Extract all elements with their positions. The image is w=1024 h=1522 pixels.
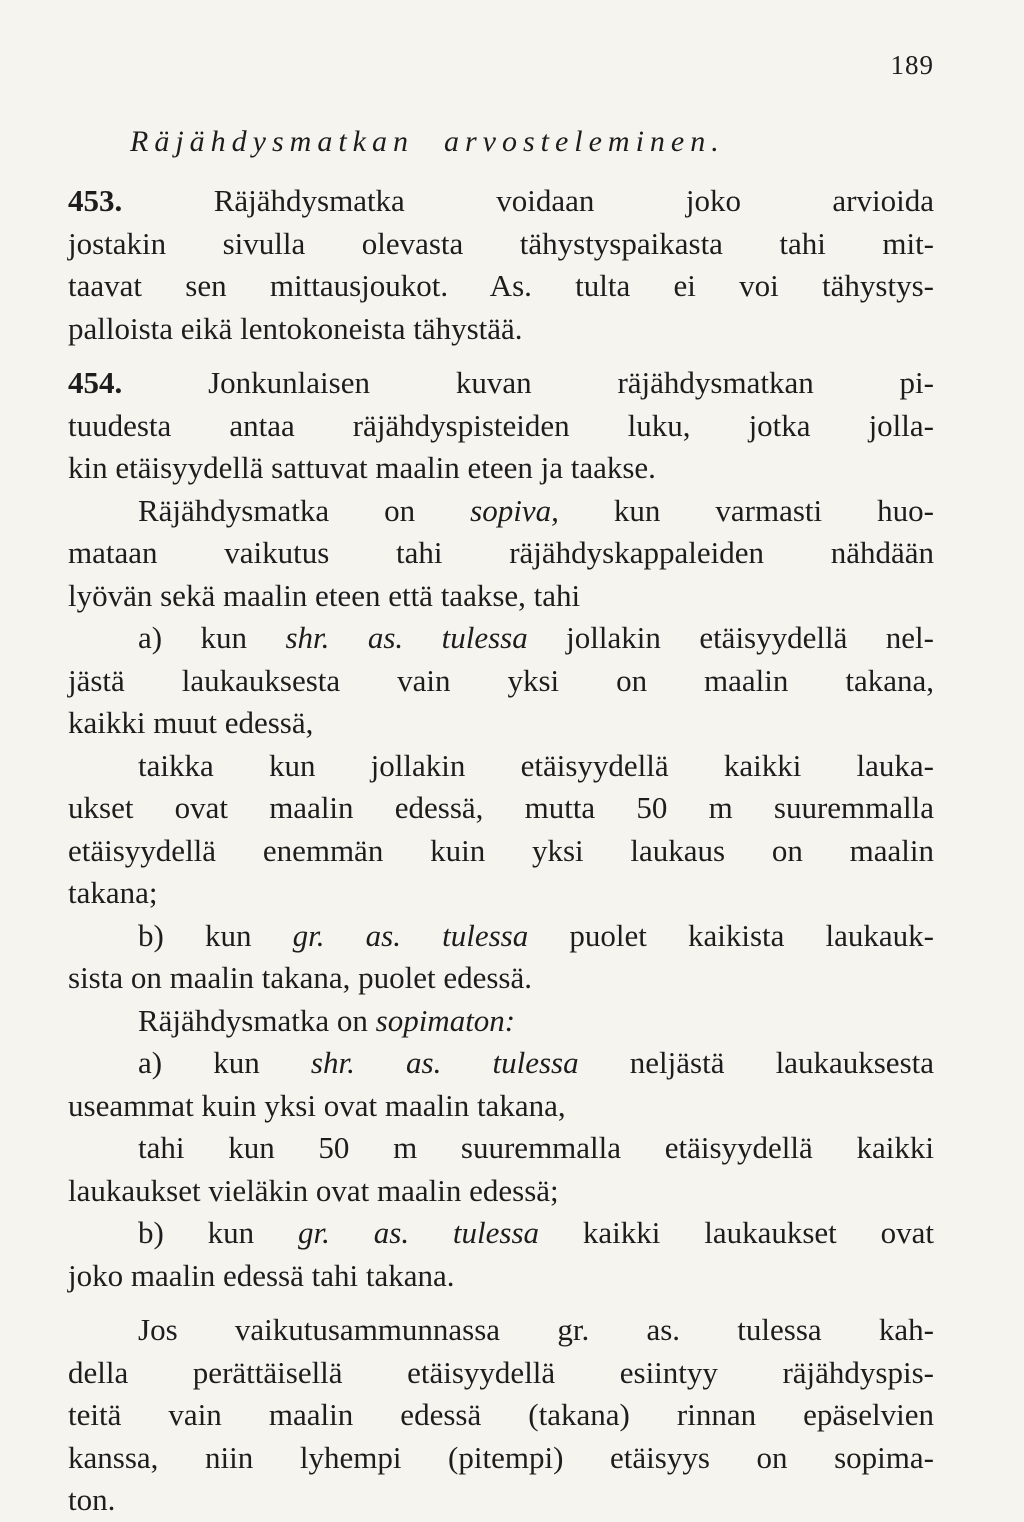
suitable-or-line: takana;	[68, 875, 158, 910]
suitable-item-a-line: kaikki muut edessä,	[68, 705, 314, 740]
paragraph-453-line: taavat sen mittausjoukot. As. tulta ei voi tähystys-	[68, 268, 934, 303]
paragraph-453-line: 453. Räjähdysmatka voidaan joko arvioida	[68, 183, 934, 218]
unsuitable-line: Räjähdysmatka on sopimaton:	[138, 1002, 516, 1038]
unsuitable-item-a: a) kun shr. as. tulessa neljästä laukauksesta	[138, 1045, 935, 1080]
suitable-or-line: taikka kun jollakin etäisyydellä kaikki lauka-	[138, 747, 934, 783]
term-unsuitable: sopimaton:	[375, 1002, 516, 1038]
unsuitable-or-line: laukaukset vieläkin ovat maalin edessä;	[68, 1172, 559, 1208]
paragraph-453-line: jostakin sivulla olevasta tähystyspaikasta tahi mit-	[68, 225, 934, 261]
final-paragraph-line: della perättäisellä etäisyydellä esiintyy räjähdyspis-	[68, 1354, 934, 1390]
paragraph-454-line: kin etäisyydellä sattuvat maalin eteen ja taakse.	[68, 450, 656, 485]
suitable-item-b-line: sista on maalin takana, puolet edessä.	[68, 960, 533, 995]
suitable-item-a: a) kun shr. as. tulessa jollakin etäisyydellä nel-	[138, 620, 934, 655]
final-paragraph-line: ton.	[68, 1482, 116, 1517]
section-heading	[130, 125, 725, 159]
body-text	[68, 180, 934, 1522]
paragraph-number: 453.	[68, 183, 123, 218]
paragraph-453-line: palloista eikä lentokoneista tähystää.	[68, 310, 523, 346]
term-suitable: sopiva,	[470, 492, 559, 528]
heading-part-1: Räjähdysmatkan	[130, 125, 414, 158]
suitable-or-line: etäisyydellä enemmän kuin yksi laukaus on maalin	[68, 832, 934, 868]
suitable-item-a-line: jästä laukauksesta vain yksi on maalin takana,	[68, 662, 934, 698]
suitable-or-line: ukset ovat maalin edessä, mutta 50 m suuremmalla	[68, 790, 934, 825]
suitable-line: mataan vaikutus tahi räjähdyskappaleiden nähdään	[68, 535, 934, 570]
suitable-line: Räjähdysmatka on sopiva, kun varmasti huo-	[138, 492, 935, 528]
suitable-item-b: b) kun gr. as. tulessa puolet kaikista laukauk-	[138, 917, 935, 953]
final-paragraph-line: kanssa, niin lyhempi (pitempi) etäisyys on sopima-	[68, 1439, 934, 1475]
final-paragraph-line: Jos vaikutusammunnassa gr. as. tulessa kah-	[138, 1312, 934, 1347]
paragraph-number: 454.	[68, 365, 123, 400]
unsuitable-item-a-line: useammat kuin yksi ovat maalin takana,	[68, 1087, 566, 1123]
unsuitable-item-b: b) kun gr. as. tulessa kaikki laukaukset ovat	[138, 1215, 934, 1250]
paragraph-454-line: 454. Jonkunlaisen kuvan räjähdysmatkan pi-	[68, 365, 934, 400]
unsuitable-item-b-line: joko maalin edessä tahi takana.	[68, 1257, 455, 1293]
paragraph-454-line: tuudesta antaa räjähdyspisteiden luku, jotka jolla-	[68, 407, 934, 443]
heading-part-2: arvosteleminen.	[443, 125, 725, 158]
page-number: 189	[890, 50, 934, 80]
final-paragraph-line: teitä vain maalin edessä (takana) rinnan epäselvien	[68, 1397, 934, 1432]
unsuitable-or-line: tahi kun 50 m suuremmalla etäisyydellä kaikki	[138, 1130, 934, 1165]
suitable-line: lyövän sekä maalin eteen että taakse, tahi	[68, 577, 581, 613]
